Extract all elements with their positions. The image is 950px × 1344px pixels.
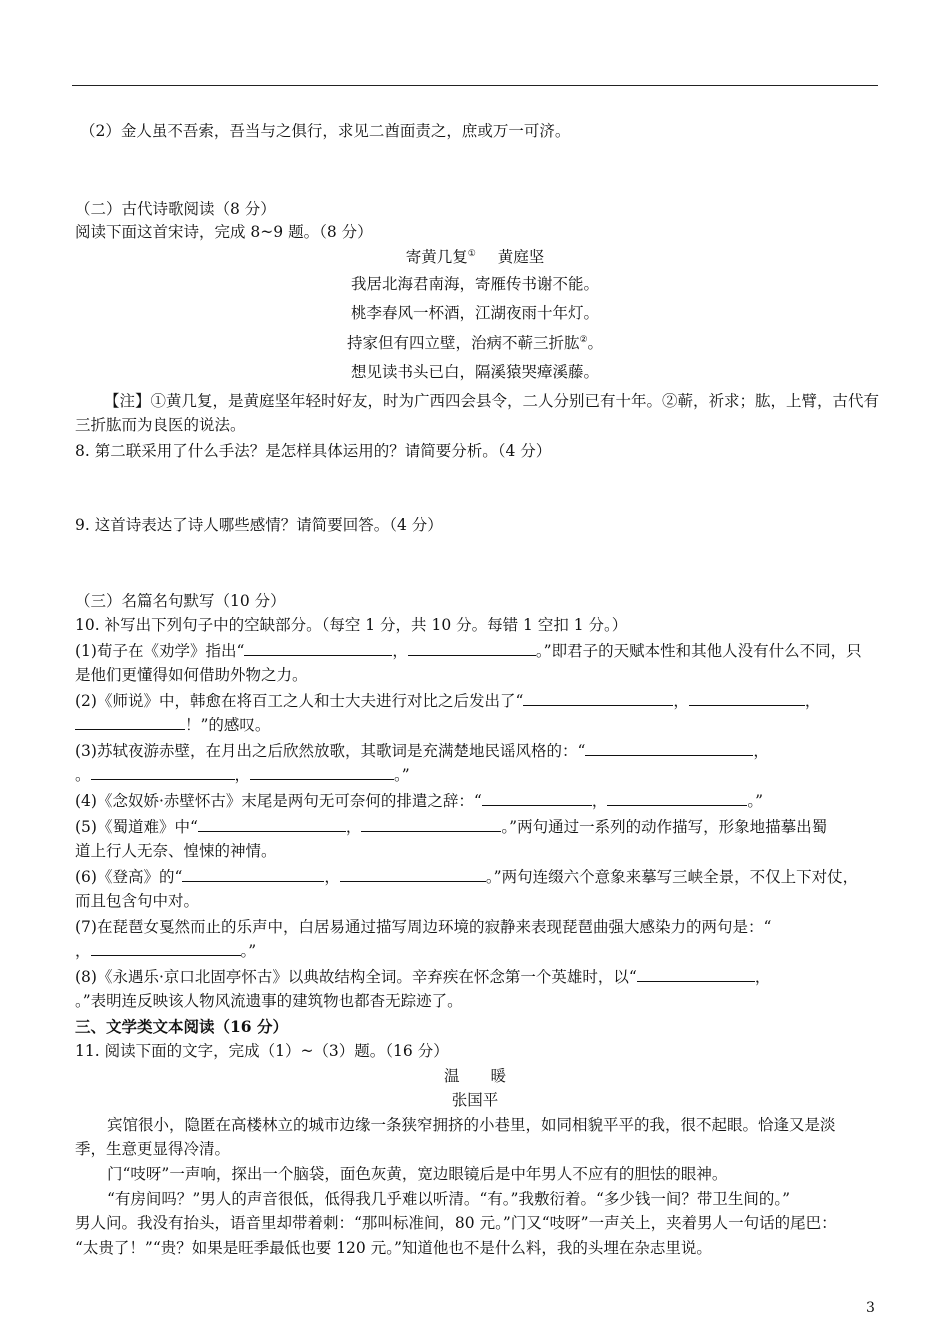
poem-title-line [0, 246, 950, 268]
fill-item-2: (2)《师说》中，韩愈在将百工之人和士大夫进行对比之后发出了“ ， ， [75, 692, 821, 710]
answer-blank[interactable] [244, 641, 392, 656]
poem-line: 想见读书头已白，隔溪猿哭瘴溪藤。 [350, 363, 599, 381]
mingju-heading: （三）名篇名句默写（10 分） [75, 592, 286, 610]
poem-line: 桃李春风一杯酒，江湖夜雨十年灯。 [350, 304, 599, 322]
poetry-instruction: 阅读下面这首宋诗，完成 8~9 题。（8 分） [75, 223, 373, 241]
fill-item-8-cont: 。”表明连反映该人物风流遗事的建筑物也都杳无踪迹了。 [75, 992, 463, 1010]
poem-title: 寄黄几复 [405, 248, 468, 266]
poem-line: 持家但有四立壁，治病不蕲三折肱②。 [346, 334, 604, 352]
fill-item-8: (8)《永遇乐·京口北固亭怀古》以典故结构全词。辛弃疾在怀念第一个英雄时，以“ ， [75, 968, 771, 986]
answer-blank[interactable] [482, 791, 592, 806]
fill-item-1-cont: 是他们更懂得如何借助外物之力。 [75, 666, 308, 684]
question-10: 10. 补写出下列句子中的空缺部分。（每空 1 分，共 10 分。每错 1 空扣 1 分。） [75, 616, 628, 634]
fill-item-3-cont: 。 ， 。” [75, 766, 410, 784]
poem-note: 【注】①黄几复，是黄庭坚年轻时好友，时为广西四会县令，二人分别已有十年。②蕲，祈求；肱，上臂，古代有 [104, 392, 880, 410]
story-paragraph-cont: 季，生意更显得冷清。 [75, 1140, 231, 1158]
fill-item-5-cont: 道上行人无奈、惶悚的神情。 [75, 842, 277, 860]
story-paragraph-cont: 男人问。我没有抬头，语音里却带着刺：“那叫标准间，80 元。”门又“吱呀”一声关上，夹着男人一句话的尾巴： [75, 1214, 837, 1232]
fill-item-5: (5)《蜀道难》中“ ， 。”两句通过一系列的动作描写，形象地描摹出蜀 [75, 818, 828, 836]
answer-blank[interactable] [75, 715, 185, 730]
fill-item-7: (7)在琵琶女戛然而止的乐声中，白居易通过描写周边环境的寂静来表现琵琶曲强大感染力的两句是：“ [75, 918, 772, 936]
question-11: 11. 阅读下面的文字，完成（1）~（3）题。（16 分） [75, 1042, 449, 1060]
question-9: 9. 这首诗表达了诗人哪些感情？请简要回答。（4 分） [75, 516, 443, 534]
fill-item-3: (3)苏轼夜游赤壁，在月出之后欣然放歌，其歌词是充满楚地民谣风格的：“ ， [75, 742, 769, 760]
answer-blank[interactable] [198, 817, 346, 832]
story-author: 张国平 [451, 1091, 499, 1109]
story-paragraph: “有房间吗？”男人的声音很低，低得我几乎难以听清。“有。”我敷衍着。“多少钱一间？带卫生间的。” [107, 1190, 791, 1208]
fill-item-6-cont: 而且包含句中对。 [75, 892, 200, 910]
note-mark: ② [579, 334, 588, 345]
poem-note-cont: 三折肱而为良医的说法。 [75, 416, 246, 434]
note-mark: ① [467, 248, 476, 259]
answer-blank[interactable] [340, 867, 486, 882]
fill-item-6: (6)《登高》的“ ， 。”两句连缀六个意象来摹写三峡全景，不仅上下对仗， [75, 868, 859, 886]
fill-item-7-cont: ， 。” [75, 942, 257, 960]
story-paragraph: 门“吱呀”一声响，探出一个脑袋，面色灰黄，宽边眼镜后是中年男人不应有的胆怯的眼神。 [107, 1165, 728, 1183]
story-paragraph-cont: “太贵了！”“贵？如果是旺季最低也要 120 元。”知道他也不是什么料，我的头埋在杂志里说。 [75, 1239, 712, 1257]
answer-blank[interactable] [607, 791, 747, 806]
story-paragraph: 宾馆很小，隐匿在高楼林立的城市边缘一条狭窄拥挤的小巷里，如同相貌平平的我，很不起眼。恰逢又是淡 [107, 1116, 836, 1134]
question-8: 8. 第二联采用了什么手法？是怎样具体运用的？请简要分析。（4 分） [75, 442, 552, 460]
answer-blank[interactable] [523, 691, 673, 706]
answer-blank[interactable] [91, 765, 235, 780]
page-number: 3 [866, 1300, 875, 1316]
answer-blank[interactable] [182, 867, 324, 882]
answer-blank[interactable] [637, 967, 755, 982]
fill-item-4: (4)《念奴娇·赤壁怀古》末尾是两句无可奈何的排遣之辞：“ ， 。” [75, 792, 764, 810]
answer-blank[interactable] [361, 817, 501, 832]
header-rule [72, 85, 878, 86]
literature-heading: 三、文学类文本阅读（16 分） [75, 1017, 288, 1036]
section1-last-line: （2）金人虽不吾索，吾当与之俱行，求见二酋面责之，庶或万一可济。 [80, 122, 571, 140]
answer-blank[interactable] [585, 741, 753, 756]
poem-line: 我居北海君南海，寄雁传书谢不能。 [350, 275, 599, 293]
answer-blank[interactable] [91, 941, 241, 956]
story-title: 温 暖 [443, 1067, 506, 1085]
poetry-heading: （二）古代诗歌阅读（8 分） [75, 200, 276, 218]
answer-blank[interactable] [250, 765, 394, 780]
fill-item-2-cont: ！”的感叹。 [75, 714, 270, 736]
poem-author: 黄庭坚 [497, 248, 545, 266]
answer-blank[interactable] [408, 641, 536, 656]
answer-blank[interactable] [689, 691, 805, 706]
fill-item-1: (1)荀子在《劝学》指出“ ， 。”即君子的天赋本性和其他人没有什么不同，只 [75, 642, 862, 660]
